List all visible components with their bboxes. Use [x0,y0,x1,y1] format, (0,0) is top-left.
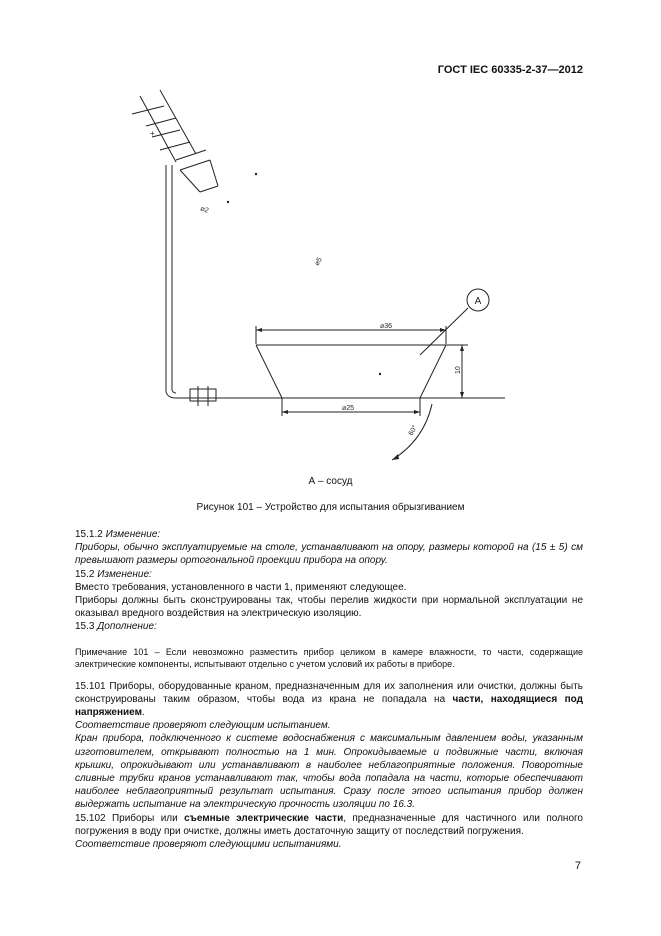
clause-label: Изменение: [105,529,161,540]
dim-d5: ⌀5 [313,256,324,267]
clause-number: 15.3 [75,621,95,633]
term-detachable-parts: съемные электрические части [184,812,344,824]
note-101: Примечание 101 – Если невозможно разместить прибор целиком в камере влажности, то части, содержащие электрические компоненты, испытывают отдельно с учетом условий их работы в приборе. [75,646,583,669]
label-a: А [474,296,482,307]
paragraph: Соответствие проверяют следующим испытанием. [75,720,331,732]
main-text [75,528,583,851]
paragraph: Соответствие проверяют следующими испытаниями. [75,839,342,851]
paragraph: Вместо требования, установленного в части 1, применяют следующее. [75,581,407,593]
clause-number: 15.1.2 [75,529,103,540]
svg-text:+: + [150,129,155,138]
dim-60: 60° [407,424,420,437]
term-live-parts: части, находящиеся под напряжением [75,693,583,719]
dim-d2: ⌀2 [199,205,210,215]
text-run: 15.102 Приборы или [75,812,185,824]
dim-d25: ⌀25 [341,405,355,412]
text-run: , предназначенные для частичного или полного погружения в воду при очистке, должны иметь достаточную защиту от последствий погружения. [75,812,583,837]
clause-label: Дополнение: [97,621,157,633]
document-header: ГОСТ IEC 60335-2-37—2012 [437,64,583,76]
clause-number: 15.2 [75,568,95,580]
clause-15-1-2 [75,528,583,541]
paragraph: Кран прибора, подключенного к системе водоснабжения с максимальным давлением воды, указанным изготовителем, открывают полностью на 1 мин. Опрокидываемые и подвижные части, включая крышки, опрокидывают или устанавливают в наиболее неблагоприятные положения. Поворотные сливные трубки кранов устанавливают так, чтобы вода попадала на части, которые обеспечивают наиболее неблагоприятный результат испытания. Сразу после этого испытания прибор должен выдержать испытание на электрическую прочность изоляции по 16.3. [75,733,583,811]
paragraph: Приборы должны быть сконструированы так, чтобы перелив жидкости при нормальной эксплуатации не оказывал вредного воздействия на электрическую изоляцию. [75,595,583,620]
clause-15-101 [75,680,583,720]
paragraph: Приборы, обычно эксплуатируемые на столе, устанавливают на опору, размеры которой на (15 ± 5) см превышают размеры ортогональной проекции прибора на опору. [75,542,583,567]
page-number: 7 [574,860,581,872]
clause-label: Изменение: [97,568,152,580]
text-run: 15.101 Приборы, оборудованные краном, предназначенным для их заполнения или очистки, должны быть сконструированы таким образом, чтобы вода из крана не попадала на [75,680,583,705]
figure-caption: Рисунок 101 – Устройство для испытания обрызгиванием [196,502,465,513]
text-run: . [142,707,145,719]
figure-legend: А – сосуд [308,476,353,487]
dim-d36: ⌀36 [379,323,393,330]
clause-15-2 [75,568,583,581]
clause-15-102 [75,812,583,838]
dim-10: 10 [455,366,462,374]
clause-15-3 [75,620,583,633]
